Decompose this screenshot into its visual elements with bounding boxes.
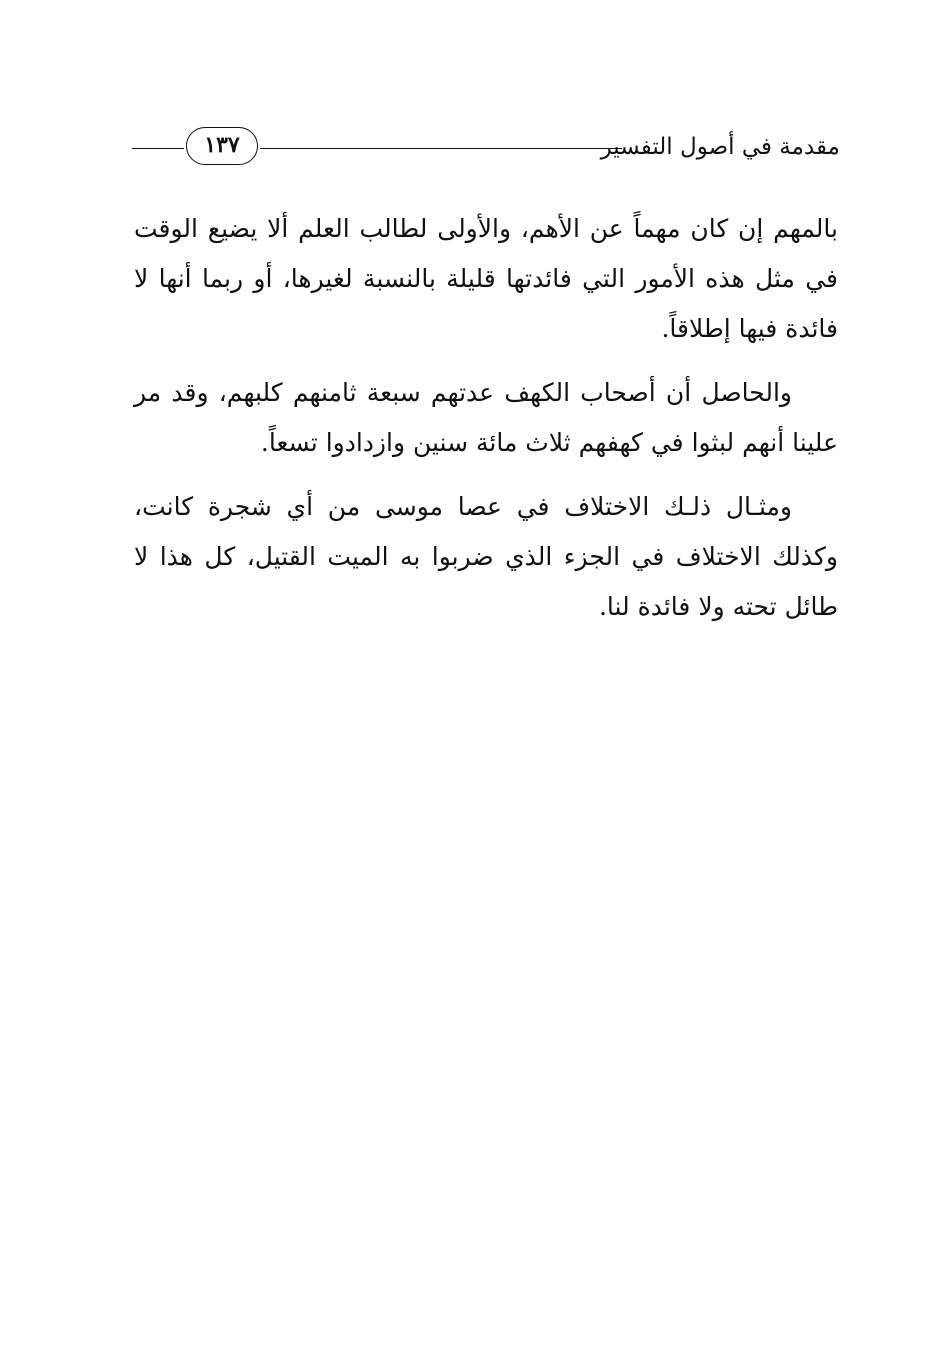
book-title: مقدمة في أصول التفسير	[600, 134, 840, 160]
running-header	[132, 126, 840, 170]
paragraph-continuation: بالمهم إن كان مهماً عن الأهم، والأولى لطالب العلم ألا يضيع الوقت في مثل هذه الأمور التي فائدتها قليلة بالنسبة لغيرها، أو ربما أنها لا فائدة فيها إطلاقاً.	[134, 214, 838, 343]
header-rule	[260, 148, 622, 149]
page-body	[134, 204, 838, 646]
header-rule-left	[132, 148, 184, 149]
page-number-badge: ١٣٧	[186, 127, 258, 165]
paragraph-kahf: والحاصل أن أصحاب الكهف عدتهم سبعة ثامنهم كلبهم، وقد مر علينا أنهم لبثوا في كهفهم ثلاث مائة سنين وازدادوا تسعاً.	[134, 378, 838, 457]
paragraph-musa-staff: ومثـال ذلـك الاختلاف في عصا موسى من أي شجرة كانت، وكذلك الاختلاف في الجزء الذي ضربوا به الميت القتيل، كل هذا لا طائل تحته ولا فائدة لنا.	[134, 492, 838, 621]
